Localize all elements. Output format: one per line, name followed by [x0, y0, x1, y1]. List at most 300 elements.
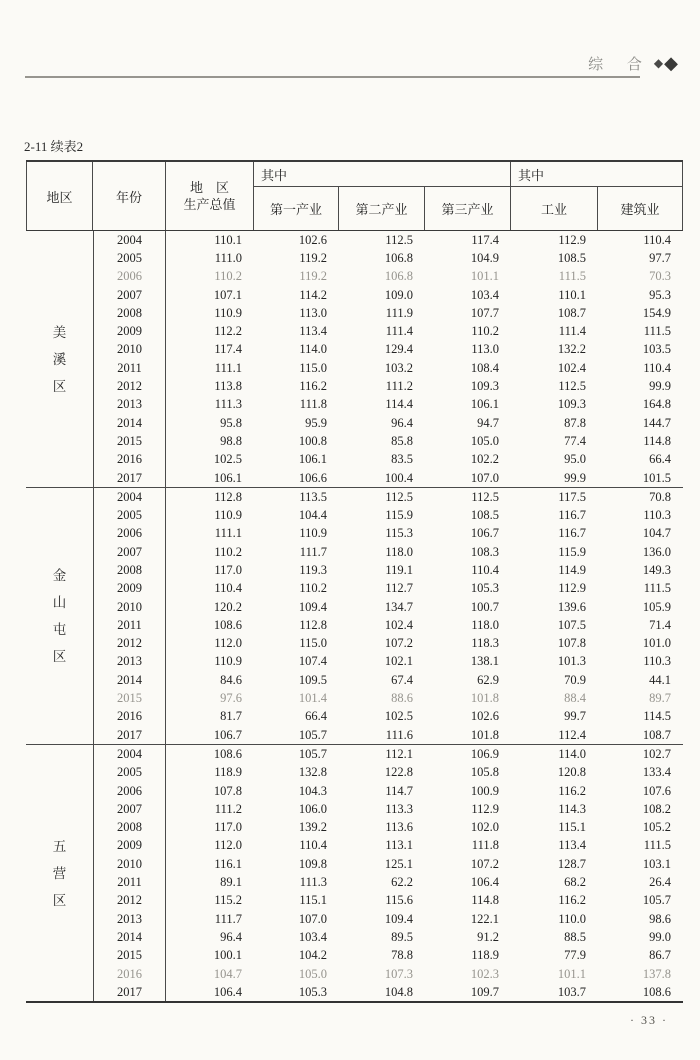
- value-cell: 136.0: [642, 544, 671, 559]
- header-gdp: [166, 162, 254, 230]
- value-cell: 102.2: [470, 452, 499, 467]
- value-cell: 68.2: [564, 875, 586, 890]
- value-cell: 110.4: [214, 581, 242, 596]
- value-cell: 107.8: [557, 636, 586, 651]
- table-row: [26, 561, 683, 579]
- value-cell: 106.8: [384, 250, 413, 265]
- value-cell: 120.8: [557, 765, 586, 780]
- value-cell: 109.3: [557, 397, 586, 412]
- table-row: [26, 892, 683, 910]
- value-cell: 108.6: [213, 617, 242, 632]
- table-row: [26, 525, 683, 543]
- value-cell: 116.7: [558, 508, 586, 523]
- value-cell: 114.8: [471, 893, 499, 908]
- value-cell: 107.2: [470, 856, 499, 871]
- value-cell: 101.0: [642, 636, 671, 651]
- value-cell: 99.7: [564, 709, 586, 724]
- value-cell: 106.1: [213, 470, 242, 485]
- value-cell: 105.7: [298, 746, 327, 761]
- value-cell: 119.3: [299, 562, 327, 577]
- value-cell: 105.8: [470, 765, 499, 780]
- value-cell: 128.7: [557, 856, 586, 871]
- table-row: [26, 965, 683, 983]
- value-cell: 116.2: [558, 783, 586, 798]
- value-cell: 108.7: [642, 727, 671, 742]
- value-cell: 114.4: [385, 397, 413, 412]
- value-cell: 111.1: [214, 360, 242, 375]
- value-cell: 95.8: [220, 415, 242, 430]
- value-cell: 95.3: [649, 287, 671, 302]
- value-cell: 105.2: [642, 820, 671, 835]
- table-row: [26, 764, 683, 782]
- value-cell: 115.0: [299, 360, 327, 375]
- value-cell: 102.6: [470, 709, 499, 724]
- value-cell: 111.2: [385, 379, 413, 394]
- value-cell: 119.2: [299, 250, 327, 265]
- year-cell: 2017: [93, 726, 166, 744]
- value-cell: 111.2: [214, 801, 242, 816]
- value-cell: 108.2: [642, 801, 671, 816]
- header-rule: [25, 76, 640, 78]
- year-cell: 2004: [93, 488, 166, 506]
- header-secondary-industry: 第二产业: [339, 187, 425, 230]
- value-cell: 109.3: [470, 379, 499, 394]
- value-cell: 106.4: [470, 875, 499, 890]
- value-cell: 100.7: [470, 599, 499, 614]
- value-cell: 104.3: [298, 783, 327, 798]
- value-cell: 113.1: [385, 838, 413, 853]
- value-cell: 103.2: [384, 360, 413, 375]
- value-cell: 133.4: [642, 765, 671, 780]
- value-cell: 114.8: [643, 433, 671, 448]
- year-cell: 2005: [93, 249, 166, 267]
- value-cell: 107.2: [384, 636, 413, 651]
- header-tertiary-industry: 第三产业: [425, 187, 511, 230]
- header-year: 年份: [93, 162, 166, 230]
- value-cell: 115.6: [385, 893, 413, 908]
- value-cell: 104.7: [213, 966, 242, 981]
- running-head: [588, 53, 678, 74]
- table-row: [26, 855, 683, 873]
- value-cell: 101.3: [557, 654, 586, 669]
- value-cell: 122.8: [384, 765, 413, 780]
- value-cell: 103.4: [470, 287, 499, 302]
- value-cell: 114.3: [558, 801, 586, 816]
- value-cell: 91.2: [477, 929, 499, 944]
- year-cell: 2007: [93, 543, 166, 561]
- value-cell: 111.5: [643, 838, 671, 853]
- value-cell: 115.9: [385, 508, 413, 523]
- value-cell: 129.4: [384, 342, 413, 357]
- year-cell: 2009: [93, 580, 166, 598]
- value-cell: 104.7: [642, 526, 671, 541]
- value-cell: 132.8: [298, 765, 327, 780]
- value-cell: 144.7: [642, 415, 671, 430]
- year-cell: 2017: [93, 983, 166, 1001]
- year-cell: 2005: [93, 764, 166, 782]
- value-cell: 97.6: [220, 691, 242, 706]
- value-cell: 112.8: [299, 617, 327, 632]
- value-cell: 100.9: [470, 783, 499, 798]
- value-cell: 110.1: [214, 232, 242, 247]
- value-cell: 99.0: [649, 929, 671, 944]
- year-cell: 2014: [93, 928, 166, 946]
- value-cell: 107.1: [213, 287, 242, 302]
- value-cell: 154.9: [642, 305, 671, 320]
- year-cell: 2015: [93, 947, 166, 965]
- value-cell: 114.9: [558, 562, 586, 577]
- table-row: [26, 268, 683, 286]
- region-label-char: 山: [52, 595, 67, 611]
- value-cell: 83.5: [391, 452, 413, 467]
- value-cell: 125.1: [384, 856, 413, 871]
- value-cell: 114.7: [385, 783, 413, 798]
- header-region: 地区: [26, 162, 93, 230]
- value-cell: 103.4: [298, 929, 327, 944]
- value-cell: 105.3: [298, 984, 327, 999]
- value-cell: 109.8: [298, 856, 327, 871]
- table-row: [26, 598, 683, 616]
- value-cell: 113.4: [558, 838, 586, 853]
- table-row: [26, 726, 683, 744]
- value-cell: 108.3: [470, 544, 499, 559]
- value-cell: 108.6: [642, 984, 671, 999]
- value-cell: 112.5: [385, 232, 413, 247]
- value-cell: 87.8: [564, 415, 586, 430]
- value-cell: 98.8: [220, 433, 242, 448]
- value-cell: 102.4: [557, 360, 586, 375]
- value-cell: 106.7: [470, 526, 499, 541]
- value-cell: 113.0: [471, 342, 499, 357]
- header-construction: 建筑业: [598, 187, 683, 230]
- year-cell: 2011: [93, 616, 166, 634]
- table-row: [26, 322, 683, 340]
- value-cell: 117.0: [214, 562, 242, 577]
- value-cell: 114.0: [299, 342, 327, 357]
- year-cell: 2007: [93, 286, 166, 304]
- value-cell: 118.3: [471, 636, 499, 651]
- value-cell: 113.8: [214, 379, 242, 394]
- table-header: [26, 160, 683, 231]
- header-among-1: 其中: [254, 162, 511, 187]
- table-row: [26, 819, 683, 837]
- value-cell: 67.4: [391, 672, 413, 687]
- value-cell: 111.3: [299, 875, 327, 890]
- value-cell: 84.6: [220, 672, 242, 687]
- value-cell: 112.7: [385, 581, 413, 596]
- value-cell: 111.5: [558, 269, 586, 284]
- value-cell: 115.2: [214, 893, 242, 908]
- value-cell: 117.0: [214, 820, 242, 835]
- diamond-large-icon: ◆: [664, 53, 678, 73]
- value-cell: 113.4: [299, 324, 327, 339]
- value-cell: 105.7: [298, 727, 327, 742]
- table-row: [26, 506, 683, 524]
- value-cell: 106.0: [298, 801, 327, 816]
- table-title: 2-11 续表2: [24, 139, 84, 154]
- value-cell: 112.9: [471, 801, 499, 816]
- value-cell: 112.5: [558, 379, 586, 394]
- value-cell: 102.1: [384, 654, 413, 669]
- value-cell: 110.2: [471, 324, 499, 339]
- value-cell: 110.4: [643, 360, 671, 375]
- value-cell: 116.2: [299, 379, 327, 394]
- year-cell: 2009: [93, 837, 166, 855]
- value-cell: 106.6: [298, 470, 327, 485]
- value-cell: 105.7: [642, 893, 671, 908]
- region-label-char: 五: [52, 838, 67, 854]
- value-cell: 132.2: [557, 342, 586, 357]
- year-cell: 2014: [93, 414, 166, 432]
- value-cell: 102.6: [298, 232, 327, 247]
- value-cell: 114.2: [299, 287, 327, 302]
- value-cell: 115.9: [558, 544, 586, 559]
- value-cell: 85.8: [391, 433, 413, 448]
- value-cell: 115.1: [299, 893, 327, 908]
- value-cell: 70.9: [564, 672, 586, 687]
- value-cell: 108.5: [470, 508, 499, 523]
- value-cell: 102.7: [642, 746, 671, 761]
- value-cell: 107.8: [213, 783, 242, 798]
- year-cell: 2012: [93, 377, 166, 395]
- region-label-char: 金: [52, 568, 67, 584]
- region-block: [26, 487, 683, 744]
- year-cell: 2006: [93, 268, 166, 286]
- value-cell: 94.7: [477, 415, 499, 430]
- region-block: [26, 744, 683, 1001]
- value-cell: 96.4: [220, 929, 242, 944]
- value-cell: 119.2: [299, 269, 327, 284]
- value-cell: 110.1: [558, 287, 586, 302]
- year-cell: 2005: [93, 506, 166, 524]
- value-cell: 109.0: [384, 287, 413, 302]
- table-row: [26, 451, 683, 469]
- value-cell: 110.9: [214, 508, 242, 523]
- year-cell: 2006: [93, 525, 166, 543]
- value-cell: 104.4: [298, 508, 327, 523]
- value-cell: 107.0: [298, 911, 327, 926]
- value-cell: 105.0: [470, 433, 499, 448]
- table-row: [26, 782, 683, 800]
- value-cell: 101.4: [298, 691, 327, 706]
- value-cell: 70.8: [649, 489, 671, 504]
- value-cell: 109.4: [384, 911, 413, 926]
- value-cell: 108.5: [557, 250, 586, 265]
- value-cell: 71.4: [649, 617, 671, 632]
- value-cell: 118.9: [471, 948, 499, 963]
- year-cell: 2013: [93, 910, 166, 928]
- value-cell: 102.5: [213, 452, 242, 467]
- value-cell: 117.4: [471, 232, 499, 247]
- value-cell: 112.2: [214, 324, 242, 339]
- value-cell: 101.1: [470, 269, 499, 284]
- region-label: [26, 231, 93, 487]
- value-cell: 122.1: [470, 911, 499, 926]
- value-cell: 44.1: [649, 672, 671, 687]
- value-cell: 137.8: [642, 966, 671, 981]
- table-row: [26, 745, 683, 763]
- value-cell: 109.4: [298, 599, 327, 614]
- year-cell: 2016: [93, 708, 166, 726]
- value-cell: 106.1: [298, 452, 327, 467]
- value-cell: 106.8: [384, 269, 413, 284]
- value-cell: 116.1: [214, 856, 242, 871]
- table-body: [26, 231, 683, 1003]
- region-label-char: 区: [52, 649, 67, 665]
- value-cell: 110.4: [471, 562, 499, 577]
- table-row: [26, 928, 683, 946]
- value-cell: 115.1: [558, 820, 586, 835]
- value-cell: 106.1: [470, 397, 499, 412]
- value-cell: 102.0: [470, 820, 499, 835]
- value-cell: 113.5: [299, 489, 327, 504]
- value-cell: 99.9: [649, 379, 671, 394]
- value-cell: 111.8: [299, 397, 327, 412]
- value-cell: 101.5: [642, 470, 671, 485]
- value-cell: 109.5: [298, 672, 327, 687]
- value-cell: 89.1: [220, 875, 242, 890]
- value-cell: 105.0: [298, 966, 327, 981]
- header-primary-industry: 第一产业: [254, 187, 339, 230]
- value-cell: 110.3: [643, 508, 671, 523]
- table-row: [26, 653, 683, 671]
- value-cell: 88.4: [564, 691, 586, 706]
- value-cell: 78.8: [391, 948, 413, 963]
- value-cell: 107.0: [470, 470, 499, 485]
- region-label-char: 区: [52, 892, 67, 908]
- region-block: [26, 231, 683, 487]
- region-label: [26, 745, 93, 1001]
- value-cell: 134.7: [384, 599, 413, 614]
- value-cell: 110.2: [299, 581, 327, 596]
- value-cell: 112.9: [558, 581, 586, 596]
- value-cell: 101.1: [557, 966, 586, 981]
- value-cell: 110.9: [214, 305, 242, 320]
- value-cell: 110.4: [299, 838, 327, 853]
- value-cell: 139.2: [298, 820, 327, 835]
- value-cell: 105.3: [470, 581, 499, 596]
- statistics-table: [26, 160, 683, 1003]
- value-cell: 100.1: [213, 948, 242, 963]
- year-cell: 2013: [93, 396, 166, 414]
- year-cell: 2006: [93, 782, 166, 800]
- value-cell: 81.7: [220, 709, 242, 724]
- table-row: [26, 304, 683, 322]
- value-cell: 111.4: [558, 324, 586, 339]
- value-cell: 113.6: [385, 820, 413, 835]
- value-cell: 111.6: [385, 727, 413, 742]
- table-row: [26, 800, 683, 818]
- year-cell: 2015: [93, 689, 166, 707]
- table-row: [26, 671, 683, 689]
- value-cell: 118.0: [385, 544, 413, 559]
- year-cell: 2008: [93, 304, 166, 322]
- value-cell: 101.8: [470, 691, 499, 706]
- value-cell: 66.4: [649, 452, 671, 467]
- value-cell: 100.8: [298, 433, 327, 448]
- table-row: [26, 469, 683, 487]
- value-cell: 111.5: [643, 581, 671, 596]
- value-cell: 111.4: [385, 324, 413, 339]
- value-cell: 112.5: [471, 489, 499, 504]
- region-label-char: 美: [52, 324, 67, 340]
- value-cell: 100.4: [384, 470, 413, 485]
- table-row: [26, 396, 683, 414]
- value-cell: 107.4: [298, 654, 327, 669]
- value-cell: 110.2: [214, 269, 242, 284]
- table-row: [26, 414, 683, 432]
- table-row: [26, 689, 683, 707]
- value-cell: 116.2: [558, 893, 586, 908]
- value-cell: 103.5: [642, 342, 671, 357]
- value-cell: 112.8: [214, 489, 242, 504]
- value-cell: 111.7: [214, 911, 242, 926]
- value-cell: 88.5: [564, 929, 586, 944]
- value-cell: 112.1: [385, 746, 413, 761]
- value-cell: 108.6: [213, 746, 242, 761]
- value-cell: 103.7: [557, 984, 586, 999]
- value-cell: 110.9: [299, 526, 327, 541]
- diamond-small-icon: ◆: [653, 56, 664, 70]
- year-cell: 2008: [93, 819, 166, 837]
- value-cell: 77.9: [564, 948, 586, 963]
- value-cell: 139.6: [557, 599, 586, 614]
- header-gdp-line2: 生产总值: [183, 197, 236, 212]
- table-row: [26, 231, 683, 249]
- value-cell: 111.8: [471, 838, 499, 853]
- year-cell: 2010: [93, 598, 166, 616]
- year-cell: 2008: [93, 561, 166, 579]
- value-cell: 95.9: [305, 415, 327, 430]
- table-row: [26, 359, 683, 377]
- year-cell: 2017: [93, 469, 166, 487]
- value-cell: 99.9: [564, 470, 586, 485]
- value-cell: 114.0: [558, 746, 586, 761]
- year-cell: 2011: [93, 873, 166, 891]
- value-cell: 77.4: [564, 433, 586, 448]
- value-cell: 119.1: [385, 562, 413, 577]
- value-cell: 106.7: [213, 727, 242, 742]
- value-cell: 114.5: [643, 709, 671, 724]
- year-cell: 2014: [93, 671, 166, 689]
- year-cell: 2004: [93, 745, 166, 763]
- value-cell: 102.5: [384, 709, 413, 724]
- table-row: [26, 249, 683, 267]
- year-cell: 2016: [93, 965, 166, 983]
- value-cell: 138.1: [470, 654, 499, 669]
- value-cell: 149.3: [642, 562, 671, 577]
- table-row: [26, 432, 683, 450]
- value-cell: 88.6: [391, 691, 413, 706]
- year-cell: 2016: [93, 451, 166, 469]
- value-cell: 109.7: [470, 984, 499, 999]
- value-cell: 120.2: [213, 599, 242, 614]
- value-cell: 116.7: [558, 526, 586, 541]
- region-label-char: 溪: [52, 351, 67, 367]
- section-label: 综 合: [588, 57, 652, 73]
- value-cell: 66.4: [305, 709, 327, 724]
- value-cell: 113.0: [299, 305, 327, 320]
- value-cell: 111.5: [643, 324, 671, 339]
- table-row: [26, 947, 683, 965]
- value-cell: 107.3: [384, 966, 413, 981]
- value-cell: 111.1: [214, 526, 242, 541]
- table-row: [26, 708, 683, 726]
- page-number: · 33 ·: [630, 1013, 668, 1027]
- table-row: [26, 873, 683, 891]
- year-cell: 2012: [93, 635, 166, 653]
- value-cell: 117.5: [558, 489, 586, 504]
